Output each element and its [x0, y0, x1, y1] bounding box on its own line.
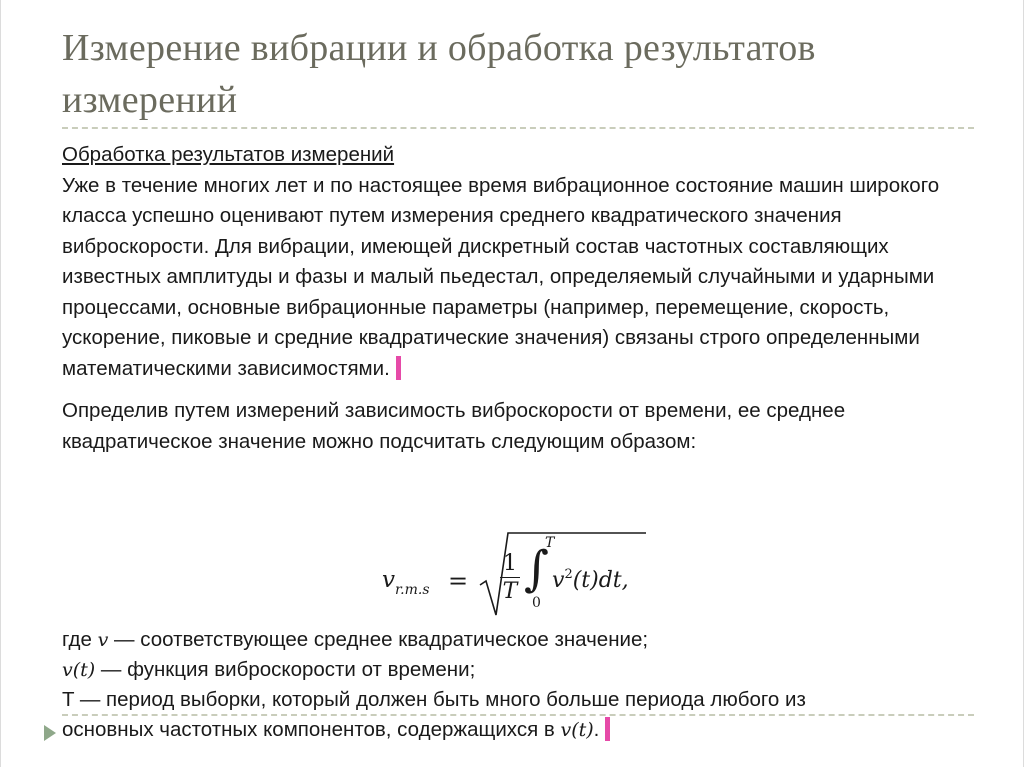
- paragraph-1-text: Уже в течение многих лет и по настоящее время вибрационное состояние машин широкого класса успешно оценивают путем измерения среднего квадратического значения виброскорости. Для вибрации, имеющей дискретный состав частотных составляющих известных амплитуды и фазы и малый пьедестал, определяемый случайными и ударными процессами, основные вибрационные параметры (например, перемещение, скорость, ускорение, пиковые и средние квадратические значения) связаны строго определенными математическими зависимостями.: [62, 173, 940, 380]
- formula-integrand: $v^2(t)dt$,: [552, 567, 629, 593]
- paragraph-1: [62, 140, 982, 384]
- definitions: [62, 625, 982, 745]
- formula-lhs: $v_{r.m.s}$: [382, 567, 430, 598]
- text-cursor-marker: [605, 717, 610, 741]
- slide-title: Измерение вибрации и обработка результатов измерений: [62, 27, 816, 121]
- definition-line-1: где v — соответствующее среднее квадратическое значение;: [62, 628, 649, 651]
- formula-equals: =: [448, 567, 469, 595]
- text-cursor-marker: [396, 356, 401, 380]
- definition-line-4: основных частотных компонентов, содержащихся в v(t).: [62, 715, 982, 745]
- rms-formula: [382, 527, 662, 619]
- definition-line-3: T — период выборки, который должен быть много больше периода любого из: [62, 688, 806, 711]
- slide-body: [62, 140, 982, 457]
- integral-upper-limit: T: [545, 535, 555, 551]
- fraction-denominator: T: [502, 579, 518, 604]
- fraction-numerator: 1: [503, 551, 517, 576]
- integral-sign: ∫: [524, 541, 550, 597]
- section-heading: Обработка результатов измерений: [62, 143, 395, 166]
- paragraph-2: [62, 396, 982, 457]
- formula-fraction: [500, 551, 520, 606]
- paragraph-2-text: Определив путем измерений зависимость виброскорости от времени, ее среднее квадратическое значение можно подсчитать следующим образом:: [62, 399, 846, 453]
- triangle-right-icon[interactable]: [44, 725, 56, 741]
- integral-lower-limit: 0: [532, 595, 541, 611]
- footer-divider: [62, 714, 974, 716]
- formula-lhs-subscript: r.m.s: [395, 582, 430, 598]
- integrand-power: 2: [564, 567, 573, 582]
- title-divider: [62, 127, 974, 129]
- definition-line-2: v(t) — функция виброскорости от времени;: [62, 658, 476, 681]
